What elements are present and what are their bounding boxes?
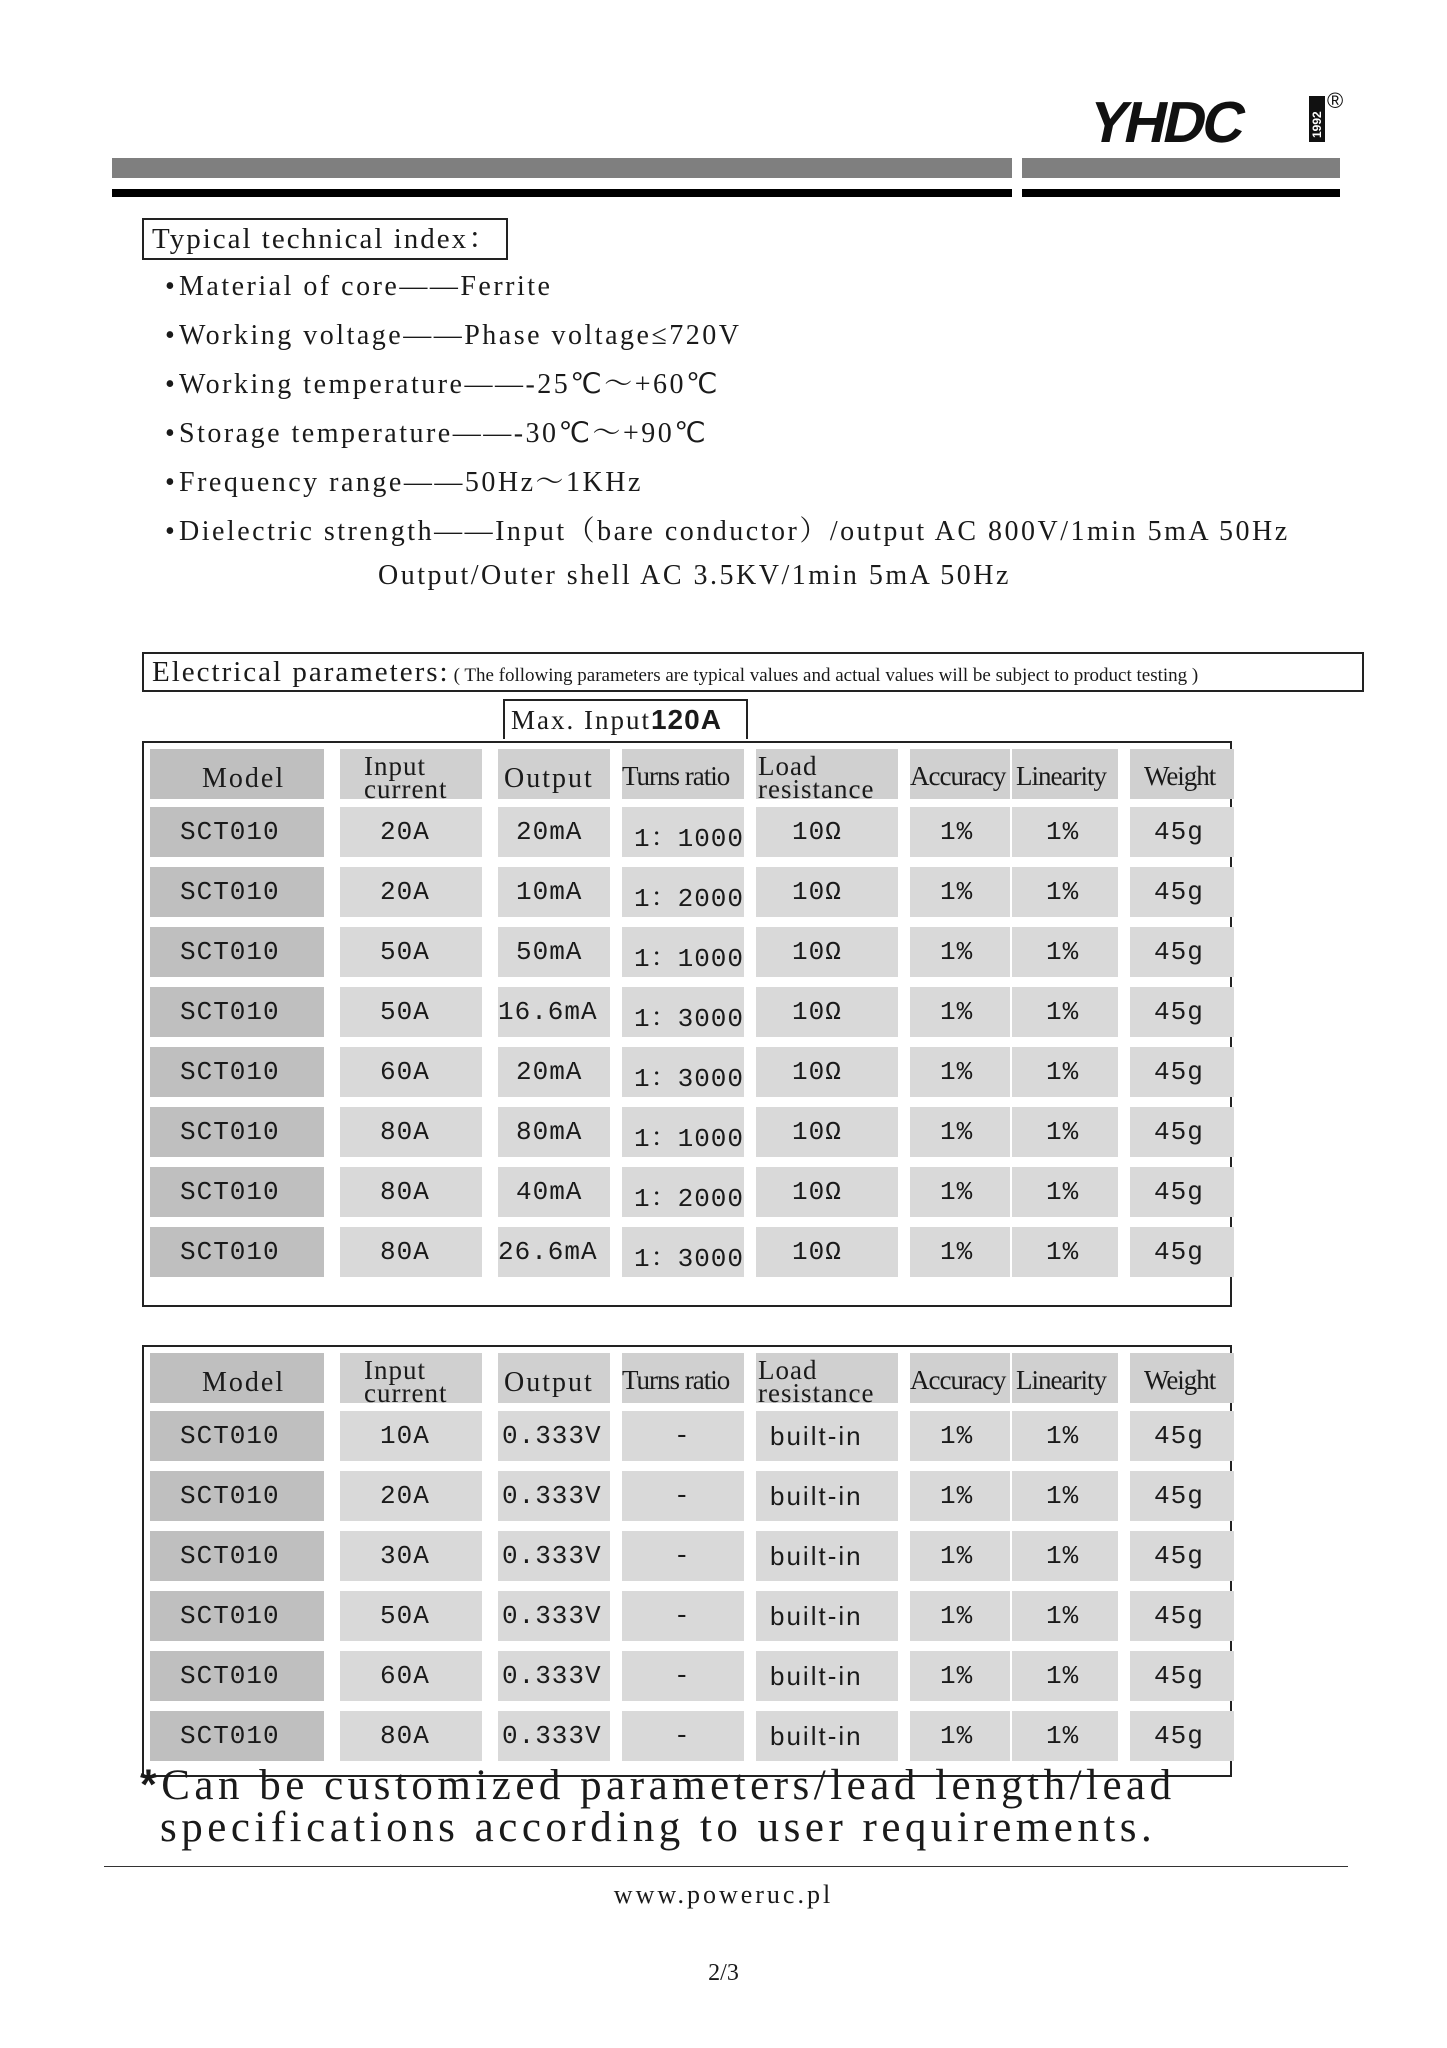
cell-weight (1130, 1471, 1234, 1521)
header-bar-gray (112, 158, 1012, 178)
cell-accuracy (910, 1047, 1010, 1097)
cell-turns (622, 1651, 744, 1701)
column-header-load (756, 1353, 898, 1408)
cell-value-linearity: 1% (1046, 1601, 1080, 1631)
cell-value-weight: 45g (1154, 1721, 1204, 1751)
cell-accuracy (910, 1107, 1010, 1157)
cell-value-input: 60A (380, 1661, 430, 1691)
cell-value-model: SCT010 (180, 1601, 280, 1631)
cell-value-accuracy: 1% (940, 877, 974, 907)
header-bar-black (112, 189, 1012, 197)
cell-value-load: 10Ω (792, 1237, 842, 1267)
cell-weight (1130, 1711, 1234, 1761)
cell-value-input: 80A (380, 1237, 430, 1267)
cell-value-turns: 1：3000 (634, 1244, 745, 1274)
cell-value-turns: - (674, 1721, 691, 1751)
cell-linearity (1012, 1107, 1118, 1157)
cell-value-weight: 45g (1154, 877, 1204, 907)
cell-turns (622, 1167, 744, 1217)
column-header-label: Input current (364, 1355, 448, 1408)
svg-text:1992: 1992 (1310, 111, 1324, 138)
cell-value-weight: 45g (1154, 1481, 1204, 1511)
cell-value-linearity: 1% (1046, 817, 1080, 847)
cell-turns (622, 987, 744, 1037)
cell-model (150, 1167, 324, 1217)
website-link[interactable]: www.poweruc.pl (613, 1880, 834, 1909)
cell-weight (1130, 1411, 1234, 1461)
cell-load (756, 807, 898, 857)
cell-value-weight: 45g (1154, 1057, 1204, 1087)
column-header-label: Linearity (1016, 761, 1106, 791)
column-header-model (150, 749, 324, 799)
cell-value-load: 10Ω (792, 937, 842, 967)
cell-value-input: 50A (380, 1601, 430, 1631)
cell-value-output: 26.6mA (498, 1237, 598, 1267)
cell-linearity (1012, 1411, 1118, 1461)
cell-value-input: 20A (380, 817, 430, 847)
cell-value-input: 80A (380, 1177, 430, 1207)
cell-value-turns: 1：3000 (634, 1004, 745, 1034)
cell-accuracy (910, 1471, 1010, 1521)
cell-accuracy (910, 867, 1010, 917)
cell-input (340, 1227, 482, 1277)
column-header-output (498, 1353, 610, 1403)
cell-output (498, 1651, 610, 1701)
parameters-table-voltage (142, 1345, 1232, 1777)
cell-model (150, 1711, 324, 1761)
cell-weight (1130, 1651, 1234, 1701)
cell-value-weight: 45g (1154, 1237, 1204, 1267)
footer-divider (104, 1866, 1348, 1867)
cell-value-model: SCT010 (180, 1541, 280, 1571)
cell-value-model: SCT010 (180, 1117, 280, 1147)
cell-output (498, 1107, 610, 1157)
yhdc-logo (1085, 90, 1347, 148)
cell-accuracy (910, 927, 1010, 977)
cell-value-load: 10Ω (792, 877, 842, 907)
cell-input (340, 987, 482, 1037)
column-header-weight (1130, 1353, 1234, 1403)
cell-load (756, 1411, 898, 1461)
cell-turns (622, 1591, 744, 1641)
cell-weight (1130, 1227, 1234, 1277)
cell-output (498, 1167, 610, 1217)
column-header-turns (622, 1353, 744, 1403)
cell-value-linearity: 1% (1046, 937, 1080, 967)
header-bar-black-right (1022, 189, 1340, 197)
cell-weight (1130, 1531, 1234, 1581)
cell-turns (622, 1531, 744, 1581)
cell-model (150, 987, 324, 1037)
cell-accuracy (910, 1411, 1010, 1461)
cell-model (150, 1591, 324, 1641)
column-header-model (150, 1353, 324, 1403)
cell-weight (1130, 1107, 1234, 1157)
cell-value-turns: 1：1000 (634, 824, 745, 854)
cell-value-output: 20mA (516, 817, 583, 847)
cell-value-linearity: 1% (1046, 997, 1080, 1027)
cell-value-turns: - (674, 1421, 691, 1451)
cell-output (498, 1471, 610, 1521)
cell-input (340, 1531, 482, 1581)
cell-value-accuracy: 1% (940, 1237, 974, 1267)
column-header-label: Output (504, 1367, 594, 1398)
cell-value-turns: 1：2000 (634, 1184, 745, 1214)
cell-linearity (1012, 867, 1118, 917)
column-header-input (340, 749, 482, 804)
svg-text:YHDC: YHDC (1085, 90, 1250, 148)
cell-linearity (1012, 1531, 1118, 1581)
cell-output (498, 1531, 610, 1581)
cell-weight (1130, 867, 1234, 917)
cell-value-linearity: 1% (1046, 1421, 1080, 1451)
max-input-value: 120A (650, 704, 722, 735)
cell-value-accuracy: 1% (940, 1601, 974, 1631)
cell-value-weight: 45g (1154, 1117, 1204, 1147)
cell-value-output: 0.333V (502, 1481, 602, 1511)
cell-input (340, 1591, 482, 1641)
column-header-label: Turns ratio (622, 761, 730, 791)
cell-input (340, 1651, 482, 1701)
column-header-label: Accuracy (910, 761, 1006, 791)
cell-value-accuracy: 1% (940, 997, 974, 1027)
cell-value-linearity: 1% (1046, 1237, 1080, 1267)
cell-load (756, 867, 898, 917)
page-number: 2/3 (708, 1960, 739, 1986)
cell-value-output: 20mA (516, 1057, 583, 1087)
cell-turns (622, 867, 744, 917)
cell-value-turns: 1：1000 (634, 1124, 745, 1154)
cell-load (756, 927, 898, 977)
cell-output (498, 1711, 610, 1761)
cell-turns (622, 807, 744, 857)
customization-note (140, 1761, 1176, 1851)
cell-value-turns: 1：3000 (634, 1064, 745, 1094)
cell-value-load: built-in (770, 1721, 863, 1751)
cell-model (150, 1047, 324, 1097)
tech-item: •Storage temperature——-30℃～+90℃ (165, 418, 709, 449)
note-line-2: specifications according to user requirements. (160, 1804, 1157, 1851)
electrical-note: ( The following parameters are typical values and actual values will be subject to product testing ) (453, 665, 1199, 686)
cell-value-model: SCT010 (180, 937, 280, 967)
cell-accuracy (910, 1591, 1010, 1641)
cell-linearity (1012, 1471, 1118, 1521)
column-header-label: Input current (364, 751, 448, 804)
cell-input (340, 1167, 482, 1217)
column-header-input (340, 1353, 482, 1408)
note-star: * (140, 1761, 162, 1809)
cell-turns (622, 927, 744, 977)
cell-value-model: SCT010 (180, 1177, 280, 1207)
cell-load (756, 1107, 898, 1157)
cell-linearity (1012, 1651, 1118, 1701)
column-header-label: Model (202, 763, 286, 794)
cell-value-turns: 1：2000 (634, 884, 745, 914)
cell-value-model: SCT010 (180, 1481, 280, 1511)
cell-value-input: 30A (380, 1541, 430, 1571)
note-line-1: Can be customized parameters/lead length/lead (161, 1762, 1176, 1809)
cell-value-accuracy: 1% (940, 817, 974, 847)
cell-model (150, 1107, 324, 1157)
cell-value-input: 50A (380, 937, 430, 967)
cell-turns (622, 1047, 744, 1097)
cell-value-load: 10Ω (792, 997, 842, 1027)
cell-value-turns: - (674, 1541, 691, 1571)
column-header-output (498, 749, 610, 799)
cell-value-accuracy: 1% (940, 1481, 974, 1511)
cell-accuracy (910, 1531, 1010, 1581)
cell-accuracy (910, 987, 1010, 1037)
cell-value-load: 10Ω (792, 817, 842, 847)
cell-turns (622, 1411, 744, 1461)
cell-value-load: built-in (770, 1661, 863, 1691)
cell-value-weight: 45g (1154, 1421, 1204, 1451)
cell-load (756, 1591, 898, 1641)
cell-value-output: 0.333V (502, 1661, 602, 1691)
cell-value-input: 80A (380, 1721, 430, 1751)
column-header-label: Load resistance (758, 1355, 875, 1408)
header-bar-gray-right (1022, 158, 1340, 178)
cell-value-turns: - (674, 1601, 691, 1631)
cell-value-load: built-in (770, 1541, 863, 1571)
cell-accuracy (910, 1651, 1010, 1701)
cell-value-load: 10Ω (792, 1117, 842, 1147)
cell-value-weight: 45g (1154, 1541, 1204, 1571)
column-header-load (756, 749, 898, 804)
cell-model (150, 1227, 324, 1277)
cell-value-linearity: 1% (1046, 1117, 1080, 1147)
cell-load (756, 1227, 898, 1277)
cell-input (340, 807, 482, 857)
cell-value-output: 10mA (516, 877, 583, 907)
tech-item: •Dielectric strength——Input（bare conductor）/output AC 800V/1min 5mA 50Hz (165, 516, 1290, 547)
cell-value-output: 50mA (516, 937, 583, 967)
cell-value-model: SCT010 (180, 1237, 280, 1267)
cell-value-weight: 45g (1154, 1177, 1204, 1207)
cell-value-turns: - (674, 1661, 691, 1691)
cell-value-linearity: 1% (1046, 1541, 1080, 1571)
cell-linearity (1012, 807, 1118, 857)
cell-weight (1130, 987, 1234, 1037)
cell-value-linearity: 1% (1046, 1177, 1080, 1207)
technical-index-title: Typical technical index： (142, 218, 508, 260)
cell-value-input: 10A (380, 1421, 430, 1451)
cell-value-model: SCT010 (180, 1421, 280, 1451)
cell-value-weight: 45g (1154, 1661, 1204, 1691)
cell-value-output: 0.333V (502, 1421, 602, 1451)
cell-output (498, 1227, 610, 1277)
cell-load (756, 1167, 898, 1217)
cell-accuracy (910, 1711, 1010, 1761)
cell-model (150, 1471, 324, 1521)
cell-value-output: 0.333V (502, 1601, 602, 1631)
cell-output (498, 1591, 610, 1641)
cell-value-accuracy: 1% (940, 1721, 974, 1751)
column-header-weight (1130, 749, 1234, 799)
cell-linearity (1012, 1591, 1118, 1641)
cell-input (340, 927, 482, 977)
cell-value-model: SCT010 (180, 1057, 280, 1087)
cell-value-model: SCT010 (180, 1661, 280, 1691)
electrical-title-text: Electrical parameters: (152, 656, 450, 688)
cell-value-accuracy: 1% (940, 1177, 974, 1207)
tech-item: •Material of core——Ferrite (165, 271, 553, 302)
cell-input (340, 1711, 482, 1761)
cell-value-load: built-in (770, 1421, 863, 1451)
column-header-label: Model (202, 1367, 286, 1398)
tech-item: •Frequency range——50Hz～1KHz (165, 467, 643, 498)
cell-turns (622, 1711, 744, 1761)
cell-value-model: SCT010 (180, 877, 280, 907)
cell-output (498, 1411, 610, 1461)
cell-value-input: 50A (380, 997, 430, 1027)
cell-weight (1130, 927, 1234, 977)
cell-value-output: 40mA (516, 1177, 583, 1207)
cell-value-load: built-in (770, 1601, 863, 1631)
cell-value-output: 80mA (516, 1117, 583, 1147)
cell-model (150, 927, 324, 977)
tech-item: •Working voltage——Phase voltage≤720V (165, 320, 742, 351)
cell-value-linearity: 1% (1046, 1481, 1080, 1511)
cell-model (150, 1411, 324, 1461)
cell-value-output: 0.333V (502, 1541, 602, 1571)
cell-linearity (1012, 1227, 1118, 1277)
cell-value-output: 0.333V (502, 1721, 602, 1751)
cell-value-model: SCT010 (180, 997, 280, 1027)
cell-model (150, 807, 324, 857)
cell-output (498, 927, 610, 977)
cell-output (498, 1047, 610, 1097)
cell-value-turns: - (674, 1481, 691, 1511)
cell-value-accuracy: 1% (940, 1421, 974, 1451)
cell-weight (1130, 1047, 1234, 1097)
column-header-label: Accuracy (910, 1365, 1006, 1395)
cell-value-accuracy: 1% (940, 1661, 974, 1691)
cell-value-model: SCT010 (180, 1721, 280, 1751)
column-header-linearity (1012, 749, 1118, 799)
cell-value-weight: 45g (1154, 937, 1204, 967)
cell-value-input: 80A (380, 1117, 430, 1147)
cell-value-input: 20A (380, 877, 430, 907)
cell-linearity (1012, 987, 1118, 1037)
column-header-label: Output (504, 763, 594, 794)
column-header-turns (622, 749, 744, 799)
column-header-label: Weight (1144, 1365, 1216, 1395)
cell-weight (1130, 807, 1234, 857)
cell-value-model: SCT010 (180, 817, 280, 847)
electrical-parameters-title (142, 652, 1364, 692)
cell-value-weight: 45g (1154, 997, 1204, 1027)
cell-value-output: 16.6mA (498, 997, 598, 1027)
tech-item: •Working temperature——-25℃～+60℃ (165, 369, 720, 400)
cell-value-load: built-in (770, 1481, 863, 1511)
cell-load (756, 1651, 898, 1701)
cell-accuracy (910, 807, 1010, 857)
cell-output (498, 807, 610, 857)
max-input-label: Max. Input (511, 705, 651, 735)
tech-item-continuation: Output/Outer shell AC 3.5KV/1min 5mA 50Hz (378, 560, 1011, 591)
cell-linearity (1012, 1167, 1118, 1217)
column-header-label: Load resistance (758, 751, 875, 804)
parameters-table-ma (142, 741, 1232, 1307)
cell-linearity (1012, 1047, 1118, 1097)
cell-weight (1130, 1591, 1234, 1641)
cell-load (756, 1711, 898, 1761)
cell-linearity (1012, 1711, 1118, 1761)
column-header-label: Turns ratio (622, 1365, 730, 1395)
cell-value-load: 10Ω (792, 1177, 842, 1207)
cell-value-weight: 45g (1154, 817, 1204, 847)
cell-turns (622, 1107, 744, 1157)
technical-index-list (165, 265, 1290, 559)
cell-value-weight: 45g (1154, 1601, 1204, 1631)
cell-load (756, 1531, 898, 1581)
cell-value-accuracy: 1% (940, 1541, 974, 1571)
column-header-accuracy (910, 749, 1010, 799)
cell-output (498, 867, 610, 917)
cell-value-input: 20A (380, 1481, 430, 1511)
cell-linearity (1012, 927, 1118, 977)
cell-model (150, 1651, 324, 1701)
cell-model (150, 867, 324, 917)
svg-text:®: ® (1327, 90, 1344, 113)
cell-accuracy (910, 1167, 1010, 1217)
cell-value-accuracy: 1% (940, 937, 974, 967)
column-header-linearity (1012, 1353, 1118, 1403)
cell-value-linearity: 1% (1046, 1057, 1080, 1087)
cell-output (498, 987, 610, 1037)
cell-load (756, 987, 898, 1037)
cell-accuracy (910, 1227, 1010, 1277)
cell-model (150, 1531, 324, 1581)
cell-value-turns: 1：1000 (634, 944, 745, 974)
cell-value-load: 10Ω (792, 1057, 842, 1087)
max-input-box (503, 699, 748, 739)
column-header-accuracy (910, 1353, 1010, 1403)
column-header-label: Linearity (1016, 1365, 1106, 1395)
column-header-label: Weight (1144, 761, 1216, 791)
cell-value-linearity: 1% (1046, 1721, 1080, 1751)
cell-turns (622, 1471, 744, 1521)
cell-value-linearity: 1% (1046, 877, 1080, 907)
cell-value-linearity: 1% (1046, 1661, 1080, 1691)
cell-input (340, 1471, 482, 1521)
cell-value-accuracy: 1% (940, 1117, 974, 1147)
cell-input (340, 1411, 482, 1461)
cell-input (340, 867, 482, 917)
cell-load (756, 1471, 898, 1521)
cell-value-input: 60A (380, 1057, 430, 1087)
cell-turns (622, 1227, 744, 1277)
cell-weight (1130, 1167, 1234, 1217)
cell-load (756, 1047, 898, 1097)
cell-input (340, 1047, 482, 1097)
cell-input (340, 1107, 482, 1157)
cell-value-accuracy: 1% (940, 1057, 974, 1087)
